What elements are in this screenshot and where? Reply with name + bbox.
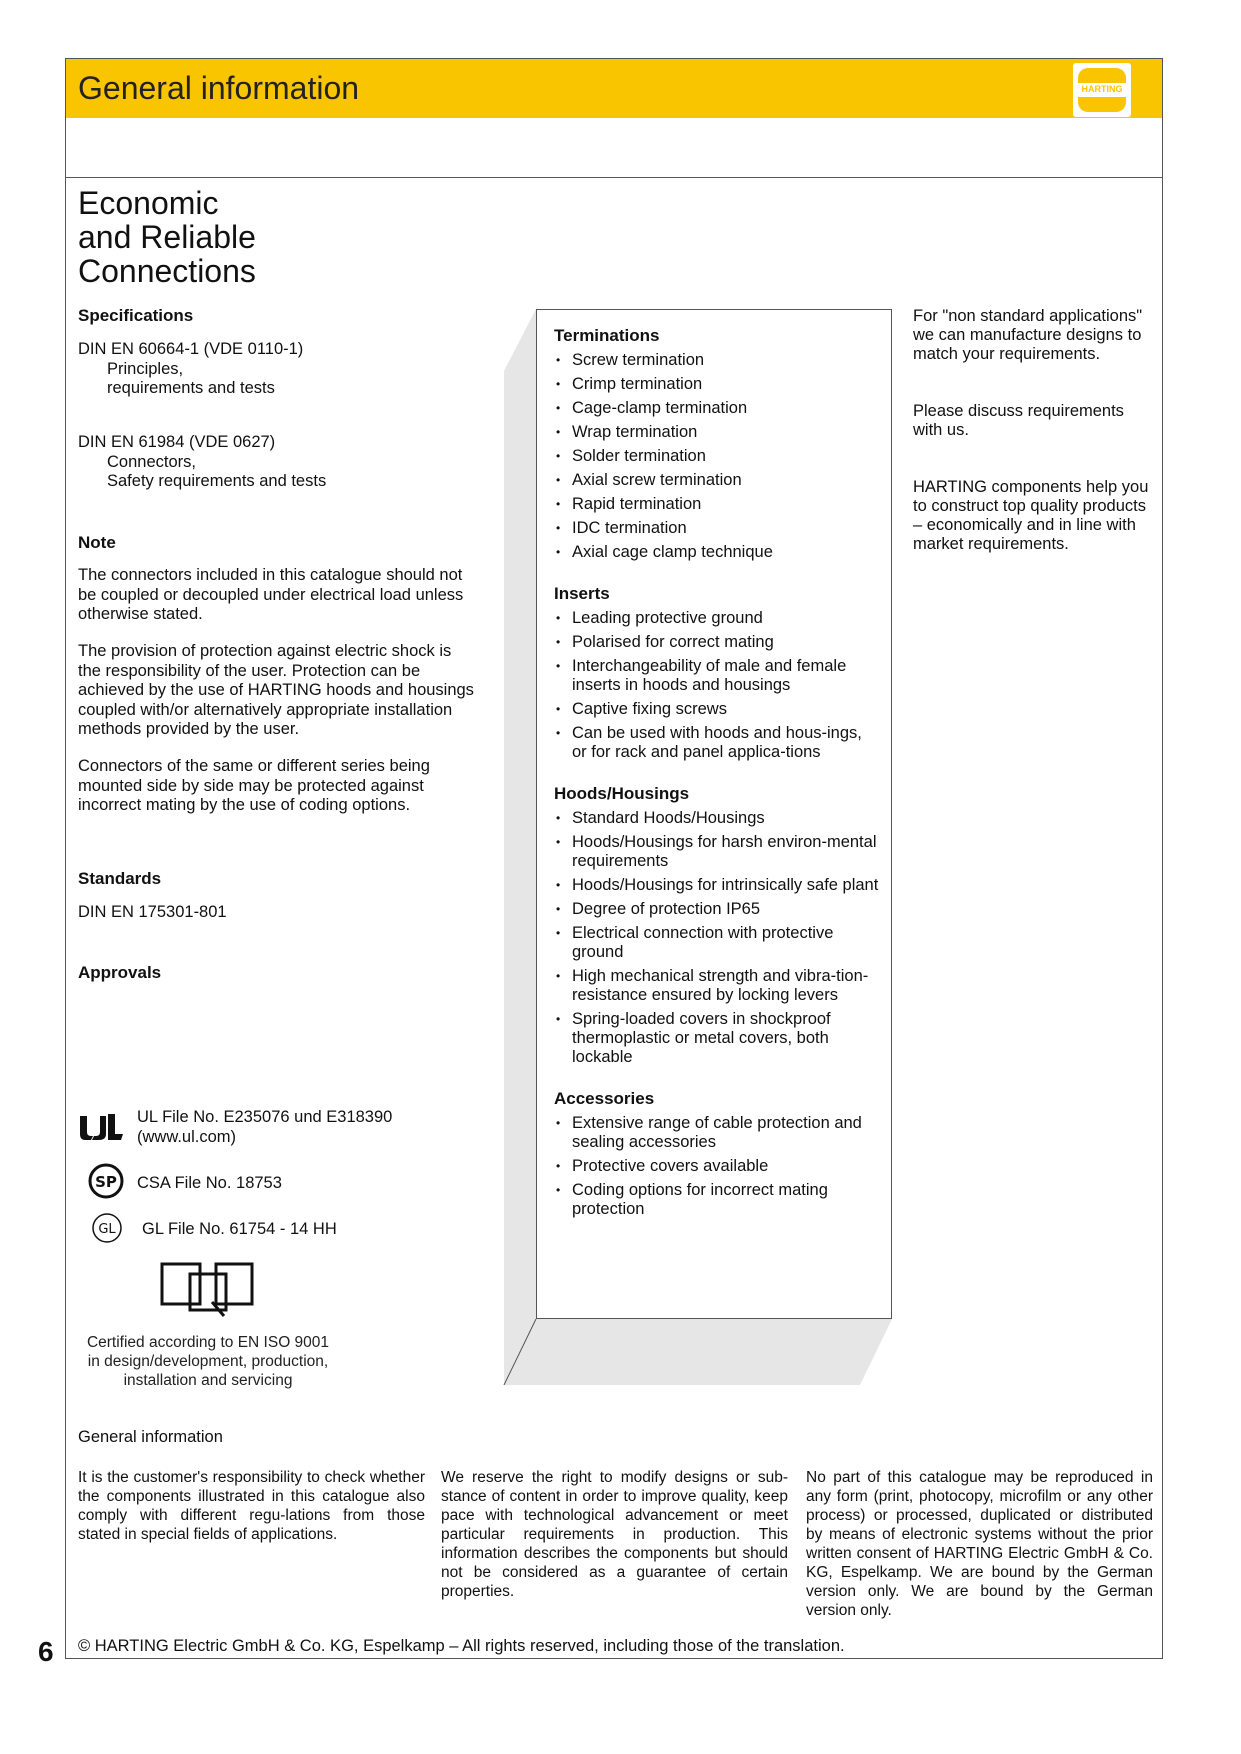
svg-text:SP: SP	[95, 1173, 117, 1191]
list-item: • Leading protective ground	[554, 609, 879, 628]
specification-item	[78, 340, 458, 399]
note-heading: Note	[78, 533, 116, 552]
specification-code: DIN EN 61984 (VDE 0627)	[78, 433, 276, 451]
list-item: • High mechanical strength and vibra-tion-resistance ensured by locking levers	[554, 967, 879, 1005]
note-paragraph: The connectors included in this catalogue should not be coupled or decoupled under electrical load unless otherwise stated.	[78, 566, 464, 623]
list-item: • Rapid termination	[554, 495, 879, 514]
general-info-heading: General information	[78, 1428, 223, 1446]
main-title-line: Connections	[78, 253, 256, 289]
certified-line: in design/development, production,	[87, 1353, 329, 1370]
terminations-list	[554, 351, 879, 562]
list-item: • Axial screw termination	[554, 471, 879, 490]
list-item: • Axial cage clamp technique	[554, 543, 879, 562]
list-item: • Hoods/Housings for intrinsically safe plant	[554, 876, 879, 895]
specification-line: Connectors,	[107, 452, 196, 471]
list-item: • Solder termination	[554, 447, 879, 466]
ul-logo-icon	[77, 1112, 125, 1142]
page-title: General information	[78, 70, 360, 106]
right-paragraph: Please discuss requirements with us.	[913, 402, 1124, 439]
list-item: • Wrap termination	[554, 423, 879, 442]
harting-logo	[1073, 63, 1131, 117]
approvals-heading: Approvals	[78, 963, 162, 982]
inserts-heading: Inserts	[554, 584, 610, 603]
ul-approval	[137, 1108, 392, 1147]
standards-heading: Standards	[78, 869, 162, 888]
accessories-heading: Accessories	[554, 1089, 655, 1108]
list-item: • Coding options for incorrect mating protection	[554, 1181, 879, 1219]
right-paragraph: HARTING components help you to construct top quality products – economically and in line with market requirements.	[913, 478, 1149, 553]
list-item: • Screw termination	[554, 351, 879, 370]
general-info-column: We reserve the right to modify designs or sub-stance of content in order to improve quality, keep pace with technological advancement or meet particular requirements in production. This information describes the components but should not be considered as a guarantee of certain properties.	[441, 1469, 788, 1600]
note-paragraph: Connectors of the same or different series being mounted side by side may be protected against incorrect mating by the use of coding options.	[78, 757, 430, 814]
hoods-list	[554, 809, 879, 1067]
specifications-heading: Specifications	[78, 306, 194, 325]
list-item: • Polarised for correct mating	[554, 633, 879, 652]
standards-value: DIN EN 175301-801	[78, 903, 227, 921]
list-item: • Electrical connection with protective ground	[554, 924, 879, 962]
main-title	[78, 186, 256, 288]
approval-line: UL File No. E235076 und E318390	[137, 1108, 393, 1126]
hoods-heading: Hoods/Housings	[554, 784, 690, 803]
gl-logo-icon	[91, 1212, 123, 1244]
specification-line: requirements and tests	[107, 379, 275, 397]
specification-line: Principles,	[107, 359, 184, 378]
list-item: • Interchangeability of male and female inserts in hoods and housings	[554, 657, 879, 695]
list-item: • Crimp termination	[554, 375, 879, 394]
main-title-line: and Reliable	[78, 219, 256, 255]
main-title-line: Economic	[78, 185, 219, 221]
list-item: • Spring-loaded covers in shockproof thermoplastic or metal covers, both lockable	[554, 1010, 879, 1067]
certification-note	[78, 1333, 338, 1390]
features-content	[554, 326, 879, 1224]
harting-logo-text: HARTING	[1081, 84, 1123, 94]
specification-code: DIN EN 60664-1 (VDE 0110-1)	[78, 340, 304, 358]
specification-line: Safety requirements and tests	[107, 472, 327, 490]
list-item: • Extensive range of cable protection and sealing accessories	[554, 1114, 879, 1152]
list-item: • Degree of protection IP65	[554, 900, 879, 919]
list-item: • Can be used with hoods and hous-ings, or for rack and panel applica-tions	[554, 724, 879, 762]
page-number: 6	[38, 1636, 54, 1667]
accessories-list	[554, 1114, 879, 1219]
list-item: • Cage-clamp termination	[554, 399, 879, 418]
list-item: • Protective covers available	[554, 1157, 879, 1176]
certified-line: Certified according to EN ISO 9001	[86, 1334, 330, 1351]
gl-approval: GL File No. 61754 - 14 HH	[142, 1220, 337, 1238]
list-item: • Hoods/Housings for harsh environ-mental requirements	[554, 833, 879, 871]
list-item: • Captive fixing screws	[554, 700, 879, 719]
note-paragraph: The provision of protection against electric shock is the responsibility of the user. Protection can be achieved by the use of HARTING hoods and housings coupled with/or alternatively appropriate installation methods provided by the user.	[78, 642, 474, 738]
svg-text:GL: GL	[98, 1222, 116, 1237]
list-item: • Standard Hoods/Housings	[554, 809, 879, 828]
inserts-list	[554, 609, 879, 762]
terminations-heading: Terminations	[554, 326, 660, 345]
general-info-column: It is the customer's responsibility to check whether the components illustrated in this catalogue also comply with different regu-lations from those stated in special fields of applications.	[78, 1469, 425, 1543]
certified-line: installation and servicing	[123, 1372, 293, 1389]
right-paragraph: For "non standard applications" we can manufacture designs to match your requirements.	[913, 307, 1143, 363]
copyright-text: © HARTING Electric GmbH & Co. KG, Espelkamp – All rights reserved, including those of the translation.	[78, 1637, 845, 1655]
csa-logo-icon	[88, 1163, 124, 1199]
csa-approval: CSA File No. 18753	[137, 1174, 282, 1192]
list-item: • IDC termination	[554, 519, 879, 538]
specification-item	[78, 433, 458, 492]
general-info-column: No part of this catalogue may be reproduced in any form (print, photocopy, microfilm or any other process) or processed, duplicated or distributed by means of electronic systems without the prior written consent of HARTING Electric GmbH & Co. KG, Espelkamp. We are bound by the German version only. We are bound by the German version only.	[806, 1469, 1153, 1619]
approval-line: (www.ul.com)	[137, 1127, 237, 1146]
header-divider	[66, 177, 1162, 178]
dqs-logo	[160, 1260, 256, 1320]
